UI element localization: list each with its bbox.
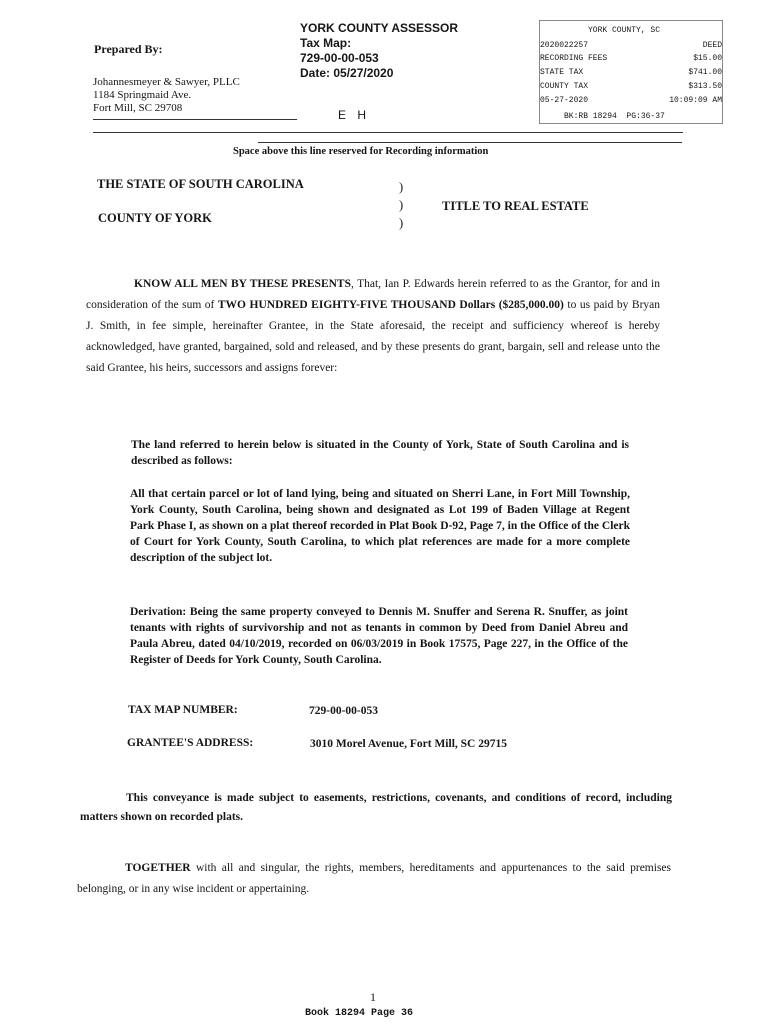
together-lead: TOGETHER [125, 862, 191, 874]
preparer-firm: Johannesmeyer & Sawyer, PLLC [93, 76, 240, 88]
prepared-by-label: Prepared By: [94, 42, 163, 56]
assessor-initials: E H [338, 108, 371, 122]
subject-to-paragraph: This conveyance is made subject to easements, restrictions, covenants, and conditions of record, including matters shown on recorded plats. [80, 792, 672, 823]
stamp-county-tax-value: $313.50 [688, 82, 722, 91]
assessor-tax-map-label: Tax Map: [300, 36, 352, 50]
book-page-footer: Book 18294 Page 36 [305, 1008, 414, 1019]
page-number: 1 [370, 990, 376, 1004]
caption-paren-3: ) [399, 216, 404, 230]
together-text: with all and singular, the rights, members, hereditaments and appurtenances to the said premises belonging, or in any wise incident or appertaining. [77, 862, 671, 895]
preparer-address [93, 76, 240, 115]
conveyance-paragraph [86, 274, 660, 379]
tax-map-number-label: TAX MAP NUMBER: [128, 704, 238, 716]
caption-paren-2: ) [399, 198, 404, 212]
stamp-county-tax-row [540, 80, 722, 93]
caption-title: TITLE TO REAL ESTATE [442, 199, 589, 213]
stamp-fee-label: RECORDING FEES [540, 54, 608, 63]
stamp-book-page [564, 110, 665, 123]
consideration-amount: TWO HUNDRED EIGHTY-FIVE THOUSAND Dollars ($285,000.00) [217, 299, 564, 311]
recording-divider [93, 132, 683, 133]
preparer-street: 1184 Springmaid Ave. [93, 89, 192, 101]
derivation-paragraph: Derivation: Being the same property conveyed to Dennis M. Snuffer and Serena R. Snuffer, as joint tenants with rights of survivorship and not as tenants in common by Deed from Daniel Abreu and Paula Abreu, dated 04/10/2019, recorded on 06/03/2019 in Book 17575, Page 227, in the Office of the Register of Deeds for York County, South Carolina. [130, 606, 628, 666]
recording-stamp [539, 20, 723, 124]
stamp-doc-type: DEED [702, 41, 722, 50]
land-location-paragraph: The land referred to herein below is situated in the County of York, State of South Carolina and is described as follows: [131, 439, 629, 467]
caption-county: COUNTY OF YORK [98, 211, 212, 225]
caption-state: THE STATE OF SOUTH CAROLINA [97, 177, 304, 191]
tax-map-number-value: 729-00-00-053 [309, 705, 378, 717]
grantee-address-label: GRANTEE'S ADDRESS: [127, 737, 254, 749]
stamp-county: YORK COUNTY, SC [588, 26, 661, 35]
assessor-tax-map: 729-00-00-053 [300, 51, 379, 65]
assessor-date: Date: 05/27/2020 [300, 66, 394, 80]
recording-divider-2 [258, 142, 682, 143]
caption-paren-1: ) [399, 180, 404, 194]
stamp-fee-row [540, 52, 722, 65]
stamp-book: BK:RB 18294 [564, 112, 617, 121]
stamp-date: 05-27-2020 [540, 96, 589, 105]
preparer-underline [93, 119, 297, 120]
stamp-pages: PG:36-37 [626, 112, 665, 121]
stamp-fee-value: $15.00 [693, 54, 722, 63]
conveyance-text-b: to us paid by Bryan J. Smith, in fee simple, hereinafter Grantee, in the State aforesaid, the receipt and sufficiency whereof is hereby acknowledged, have granted, bargained, sold and released, and by these presents do grant, bargain, sell and release unto the said Grantee, his heirs, successors and assigns forever: [86, 299, 661, 374]
stamp-state-tax-label: STATE TAX [540, 68, 584, 77]
stamp-instrument: 2020022257 [540, 41, 589, 50]
stamp-time: 10:09:09 AM [669, 96, 722, 105]
assessor-block [300, 21, 458, 81]
together-paragraph [77, 858, 671, 900]
conveyance-lead: KNOW ALL MEN BY THESE PRESENTS [134, 278, 351, 290]
reserved-space-note: Space above this line reserved for Recording information [233, 146, 489, 157]
stamp-county-tax-label: COUNTY TAX [540, 82, 589, 91]
legal-description-paragraph: All that certain parcel or lot of land lying, being and situated on Sherri Lane, in Fort Mill Township, York County, South Carolina, being shown and designated as Lot 199 of Baden Village at Regent Park Phase I, as shown on a plat thereof recorded in Plat Book D-92, Page 7, in the Office of the Clerk of Court for York County, South Carolina, to which plat references are made for a more complete description of the subject lot. [130, 488, 630, 564]
conveyance-text-a: , That, Ian P. Edwards herein referred to as the Grantor, for and in consideration of the sum of [86, 278, 660, 311]
stamp-state-tax-value: $741.00 [688, 68, 722, 77]
grantee-address-value: 3010 Morel Avenue, Fort Mill, SC 29715 [310, 738, 507, 750]
stamp-datetime-row [540, 94, 722, 107]
stamp-state-tax-row [540, 66, 722, 79]
stamp-instrument-row [540, 39, 722, 52]
preparer-city: Fort Mill, SC 29708 [93, 102, 183, 114]
assessor-title: YORK COUNTY ASSESSOR [300, 21, 459, 35]
